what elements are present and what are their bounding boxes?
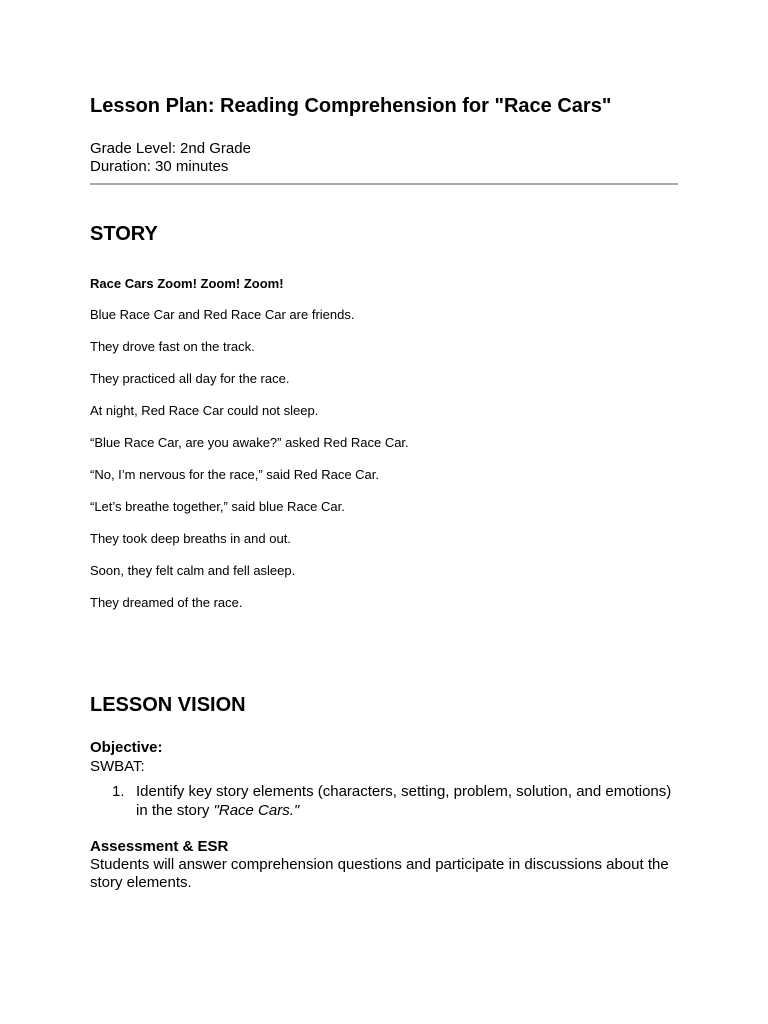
story-line: “No, I’m nervous for the race,” said Red Race Car. xyxy=(90,467,380,482)
lesson-meta xyxy=(90,140,251,176)
story-line: They practiced all day for the race. xyxy=(90,371,290,386)
objective-number: 1. xyxy=(112,783,125,800)
story-line: “Let’s breathe together,” said blue Race Car. xyxy=(90,499,345,514)
swbat-label: SWBAT: xyxy=(90,758,145,775)
story-lines xyxy=(90,307,409,627)
page-title: Lesson Plan: Reading Comprehension for "Race Cars" xyxy=(90,95,612,117)
story-line: They drove fast on the track. xyxy=(90,339,255,354)
lesson-vision-heading: LESSON VISION xyxy=(90,694,246,716)
assessment-label: Assessment & ESR xyxy=(90,838,229,855)
objective-story-title: "Race Cars." xyxy=(213,802,300,819)
horizontal-divider xyxy=(90,183,678,185)
grade-level: Grade Level: 2nd Grade xyxy=(90,140,251,157)
objective-text: Identify key story elements (characters, setting, problem, solution, and emotions) in the story xyxy=(136,783,672,819)
story-line: Soon, they felt calm and fell asleep. xyxy=(90,563,296,578)
story-line: They dreamed of the race. xyxy=(90,595,243,610)
story-title: Race Cars Zoom! Zoom! Zoom! xyxy=(90,276,284,291)
objective-label: Objective: xyxy=(90,739,163,756)
objective-item xyxy=(90,782,680,820)
story-line: Blue Race Car and Red Race Car are friends. xyxy=(90,307,355,322)
duration: Duration: 30 minutes xyxy=(90,158,229,175)
assessment-text: Students will answer comprehension questions and participate in discussions about the story elements. xyxy=(90,856,669,891)
objectives-list xyxy=(90,782,680,820)
story-line: “Blue Race Car, are you awake?” asked Red Race Car. xyxy=(90,435,409,450)
story-line: They took deep breaths in and out. xyxy=(90,531,291,546)
story-heading: STORY xyxy=(90,223,158,245)
story-line: At night, Red Race Car could not sleep. xyxy=(90,403,319,418)
